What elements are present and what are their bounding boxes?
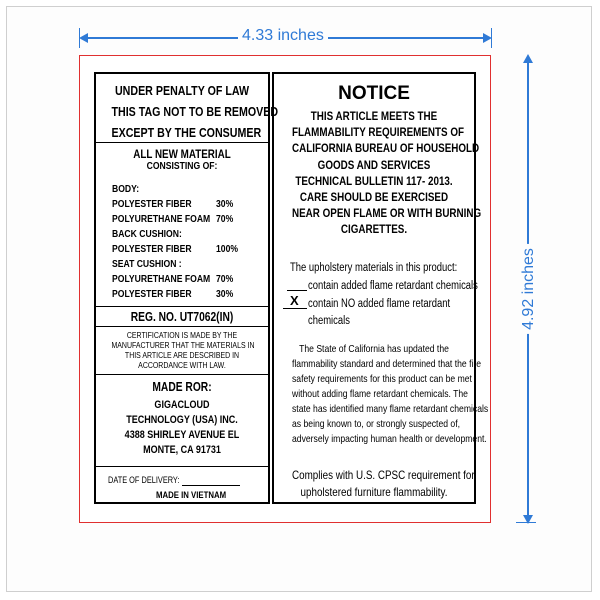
material-title: ALL NEW MATERIAL bbox=[133, 147, 231, 161]
warning-line: THIS TAG NOT TO BE REMOVED bbox=[111, 104, 279, 119]
option-no-line: contain NO added flame retardant bbox=[308, 298, 451, 310]
cpsc-line: upholstered furniture flammability. bbox=[300, 485, 448, 499]
delivery-date-line bbox=[182, 485, 240, 486]
material-label: SEAT CUSHION : bbox=[112, 258, 182, 270]
width-label: 4.33 inches bbox=[238, 27, 328, 45]
notice-line: THIS ARTICLE MEETS THE bbox=[310, 109, 438, 123]
material-value: 100% bbox=[216, 243, 239, 255]
notice-line: TECHNICAL BULLETIN 117- 2013. bbox=[295, 173, 453, 188]
notice-line: FLAMMABILITY REQUIREMENTS OF bbox=[292, 125, 465, 140]
certification-section bbox=[96, 326, 268, 374]
cpsc-compliance bbox=[274, 467, 474, 501]
material-label: BACK CUSHION: bbox=[112, 228, 182, 240]
material-label: POLYESTER FIBER bbox=[112, 288, 192, 300]
notice-title: NOTICE bbox=[338, 83, 410, 104]
certification-line: ACCORDANCE WITH LAW. bbox=[138, 360, 226, 370]
height-label: 4.92 inches bbox=[520, 244, 538, 334]
material-label: POLYESTER FIBER bbox=[112, 243, 192, 255]
contain-checkbox-line bbox=[287, 290, 307, 291]
state-line: state has identified many flame retardant chemicals bbox=[292, 403, 489, 415]
state-line: as being known to, or strongly suspected of, bbox=[292, 418, 460, 430]
certification-line: CERTIFICATION IS MADE BY THE bbox=[126, 330, 238, 340]
material-value: 70% bbox=[216, 273, 234, 285]
notice-line: CALIFORNIA BUREAU OF HOUSEHOLD bbox=[292, 141, 480, 156]
option-no bbox=[308, 296, 450, 330]
material-label: POLYESTER FIBER bbox=[112, 198, 192, 210]
arrow-left-icon bbox=[79, 33, 88, 43]
warning-line: EXCEPT BY THE CONSUMER bbox=[111, 125, 262, 140]
notice-panel bbox=[272, 72, 489, 504]
reg-number-section bbox=[96, 306, 268, 326]
origin-label: MADE IN VIETNAM bbox=[156, 490, 227, 501]
option-no-line: chemicals bbox=[308, 315, 350, 327]
notice-line: CIGARETTES. bbox=[340, 222, 408, 237]
height-tick-bottom bbox=[516, 522, 536, 523]
reg-number: REG. NO. UT7062(IN) bbox=[130, 310, 234, 324]
material-value: 30% bbox=[216, 288, 234, 300]
state-line: The State of California has updated the bbox=[299, 343, 449, 355]
state-line: without adding flame retardant chemicals. The bbox=[292, 388, 468, 400]
width-tick-left bbox=[79, 28, 80, 48]
state-line: adversely impacting human health or development. bbox=[292, 433, 487, 445]
material-value: 30% bbox=[216, 198, 234, 210]
state-line: flammability standard and determined that the fire bbox=[292, 358, 482, 370]
material-label: POLYURETHANE FOAM bbox=[112, 273, 211, 285]
state-text bbox=[274, 342, 489, 447]
maker-line: MONTE, CA 91731 bbox=[143, 444, 221, 456]
warning-line: UNDER PENALTY OF LAW bbox=[114, 83, 250, 98]
certification-line: THIS ARTICLE ARE DESCRIBED IN bbox=[124, 350, 240, 360]
width-tick-right bbox=[491, 28, 492, 48]
cpsc-line: Complies with U.S. CPSC requirement for bbox=[292, 468, 475, 482]
made-for-title: MADE ROR: bbox=[152, 380, 212, 394]
maker-line: 4388 SHIRLEY AVENUE EL bbox=[124, 429, 240, 441]
material-label: BODY: bbox=[112, 183, 140, 195]
maker-section bbox=[96, 374, 268, 466]
upholstery-intro: The upholstery materials in this product: bbox=[290, 262, 458, 274]
notice-line: CARE SHOULD BE EXERCISED bbox=[299, 190, 449, 205]
state-line: safety requirements for this product can be met bbox=[292, 373, 472, 385]
delivery-label: DATE OF DELIVERY: bbox=[108, 475, 180, 485]
notice-line: GOODS AND SERVICES bbox=[317, 157, 431, 172]
no-checkbox-line bbox=[283, 308, 307, 309]
consisting-label: CONSISTING OF: bbox=[146, 160, 218, 172]
certification-line: MANUFACTURER THAT THE MATERIALS IN bbox=[111, 340, 255, 350]
warning-block bbox=[96, 80, 279, 143]
no-checkbox-mark: X bbox=[290, 293, 299, 308]
option-contain: contain added flame retardant chemicals bbox=[308, 280, 478, 292]
arrow-up-icon bbox=[523, 54, 533, 63]
maker-line: TECHNOLOGY (USA) INC. bbox=[126, 414, 238, 426]
law-label-panel bbox=[94, 72, 279, 504]
maker-line: GIGACLOUD bbox=[154, 399, 210, 411]
material-label: POLYURETHANE FOAM bbox=[112, 213, 211, 225]
notice-line: NEAR OPEN FLAME OR WITH BURNING bbox=[292, 206, 482, 221]
delivery-section bbox=[96, 466, 268, 502]
materials-section bbox=[96, 142, 268, 306]
material-value: 70% bbox=[216, 213, 234, 225]
